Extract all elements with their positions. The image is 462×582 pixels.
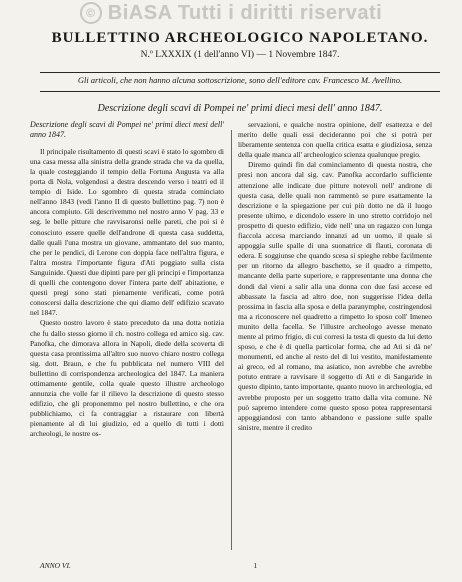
year-annotation: ANNO VI. [40, 561, 71, 570]
page-number: 1 [253, 561, 258, 570]
editor-note: Gli articoli, che non hanno alcuna sottoscrizione, sono dell'editore cav. Francesco M. Avellino. [77, 75, 403, 85]
column-subhead: Descrizione degli scavi di Pompei ne' primi dieci mesi dell' anno 1847. [30, 120, 224, 140]
issue-line: N.º LXXXIX (1 dell'anno VI) — 1 Novembre 1847. [140, 50, 340, 60]
paragraph: Il principale risultamento di questi scavi è stato lo sgombro di una casa messa alla sinistra della grande strada che va da quella, la quale costeggiando il tempio della Fortuna Augusta va alla porta di Nola, volgendosi a destra descendo verso i teatri ed il tempio di Iside. Lo sgombro di questa strada cominciato nell'anno 1843 (vedi l'anno II di questo bullettino pag. 7) non è ancora compiuto. Gli descrivemmo nel nostro anno V pag. 33 e seg. le belle pitture che ravvisaronsi nelle pareti, che poi si è conosciuto essere quelle dell'androne di questa casa suddetta, dalle quali l'una mostra un giovane, ammantato del suo manto, che per le pendici, di Lerone con doppia face nell'altra figura, e l'altra mostra l'importante figura d'Ati poggiato sulla cista Sanguinide. Questi due dipinti pare per gli principi e l'importanza di quelli che contengono dover l'intera parte dell' abitazione, e questi pregi sono stati pienamente verificati, come potrà conoscersi dalla descrizione che qui diamo dell' edifizio scavato nel 1847. [30, 146, 224, 318]
watermark [0, 0, 462, 26]
left-column [30, 120, 224, 560]
column-divider [231, 130, 232, 550]
page-footer [40, 561, 440, 570]
copyright-icon: © [80, 2, 102, 24]
watermark-text: BiASA Tutti i diritti riservati [107, 1, 383, 24]
top-divider [40, 72, 440, 73]
paragraph: servazioni, e qualche nostra opinione, dell' esattezza e del merito delle quali essi decideranno poi che si potrà per liberamente sentenza con quella critica esatta e giudiziosa, senza della quale manca all' archeologico scienza qualunque pregio. [238, 120, 432, 160]
article-title: Descrizione degli scavi di Pompei ne' primi dieci mesi dell' anno 1847. [97, 103, 383, 114]
right-column [238, 120, 432, 560]
paragraph: Questo nostro lavoro è stato preceduto da una dotta notizia che fu dallo stesso giorno il ch. nostro collega ed amico sig. cav. Panofka, che dimorava allora in Napoli, diede della scoverta di questa casa prontissima all'altro suo nuovo chiaro nostro collega sig. dott. Braun, e che fu pubblicata nel numero VIII del bullettino di corrispondenza archeologica del 1847. La maniera ottimamente gentile, colla quale questo illustre archeologo annunzia che volle far il rilievo la descrizione di questo stesso edifizio, che gli proponemmo pel nostro bullettino, e che ora pubblichiamo, ci fa contraggiar a ristaurare con libertà pienamente al di lui giudizio, ed a quello di tutti i dotti archeologi, le nostre os- [30, 318, 224, 439]
paragraph: Diremo quindi fin dal cominciamento di questa nostra, che presi non ancora dal sig. cav. Panofka accordarlo sufficiente attenzione alle indicate due pitture notevoli nell' androne di questa casa, delle quali non rammentò se pure esattamente la descrizione e la spiegazione per cui più dotto ne dà il luogo presente ultimo, e dicendolo essere in uno stretto corridojo nel prospetto di questo edifizio, vide nell' una un ragazzo con lunga fiaccola accesa marciando innanzi ad un uomo, il quale si appoggia sulle spalle di una suonatrice di flauti, coronata di edera. E soggiunse che quando scesa si spieghe rebbe facilmente per un ritorno da allegro baschetto, se il quadro a rimpetto, mancante della parte superiore, e rappresentante una donna che dondi dal vieni a salir alla una donna con due fasi accese ed abbassate la fascia ad altro doe, non suggerisse l'idea della prossima in fascia alla sposa e della paranymphe, costringendosi ma a riconoscere nel quadretto a rimpetto lo sposo coll' Imeneo munito della facella. Se l'illustre archeologo avesse menato mente al primo frigio, di cui corresi la testa di questo da lui detto sposo, e che è di quella particolar forma, che ad Ati si dà ne' monumenti, ed anche al resto del di lui vestito, manifestamente ai greco, ed al romano, ma asiatico, non avrebbe che avrebbe potuto entrare a ravvisare il soggetto di Ati e di Sangaride in questo dipinto, tanto importante, quanto nuovo in archeologia, ed avrebbe proposto per un soggetto tratto dalla vita comune. Nè può sapremo intendere come questo sposo potea rappresentarsi appoggiandosi con tanto abbandono e passione sulle spalle sinistre, mentre il credito [238, 160, 432, 432]
note-divider [40, 91, 440, 92]
journal-title: BULLETTINO ARCHEOLOGICO NAPOLETANO. [51, 30, 429, 46]
masthead [40, 30, 440, 60]
